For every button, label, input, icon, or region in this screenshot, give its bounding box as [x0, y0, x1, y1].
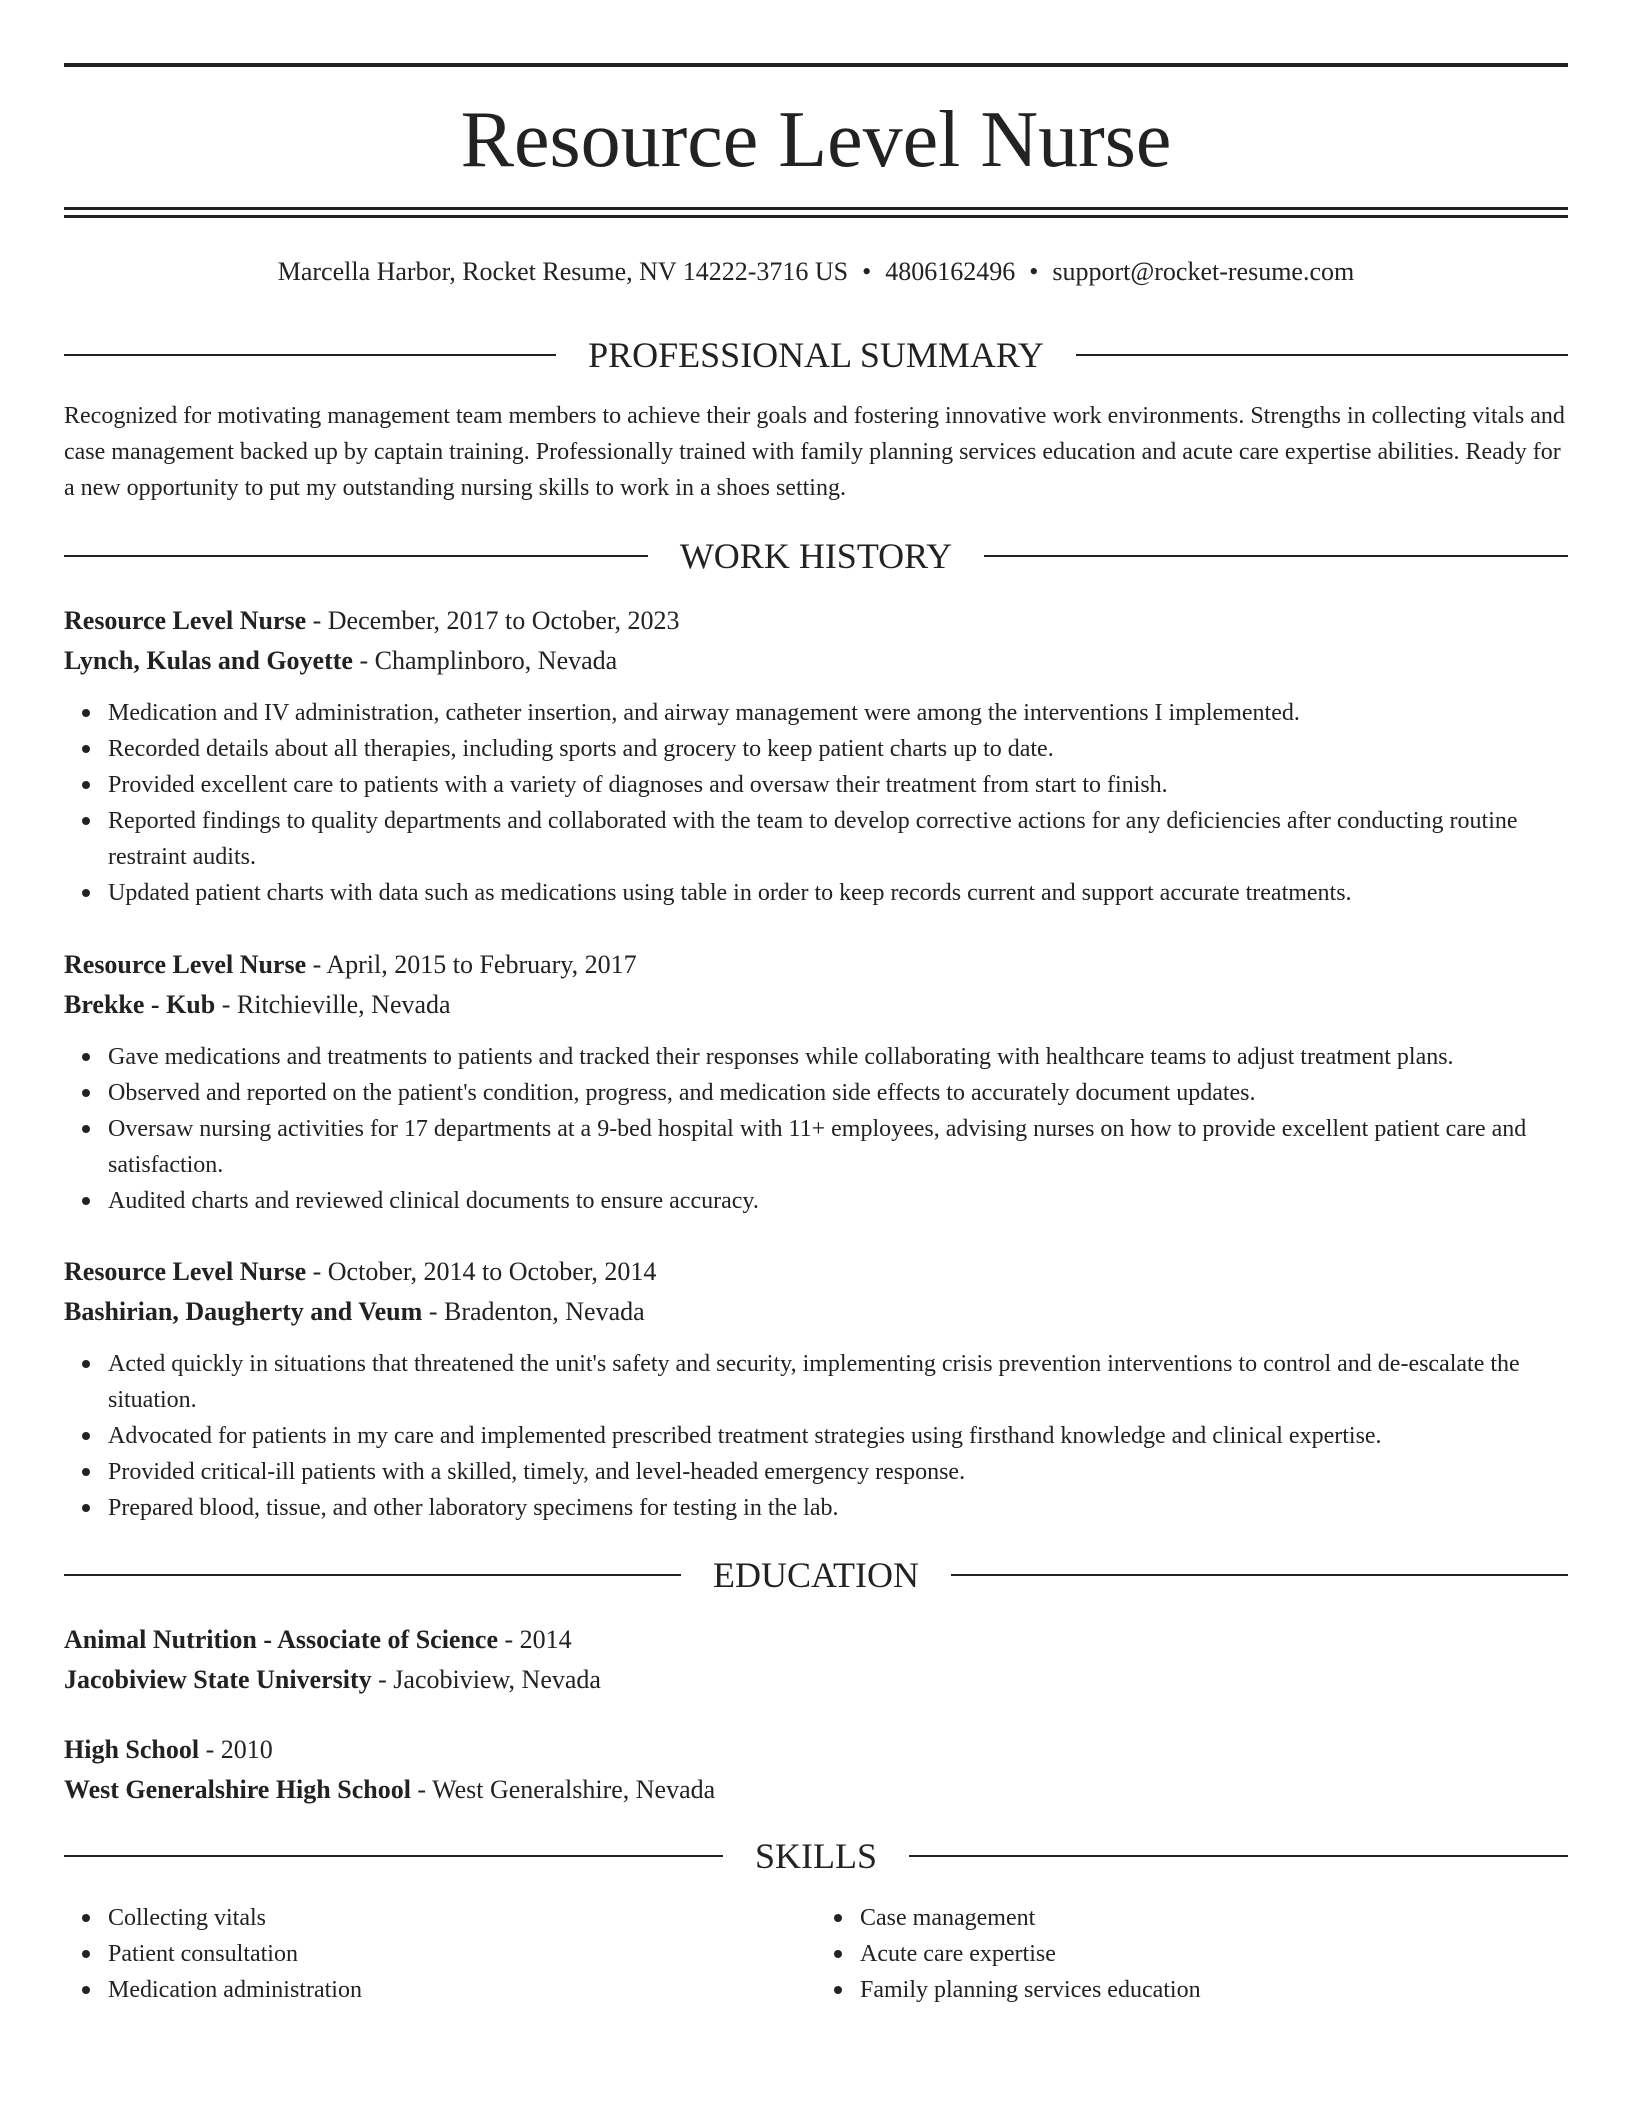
skills-column-right	[816, 1900, 1568, 2008]
job-bullet: Audited charts and reviewed clinical documents to ensure accuracy.	[108, 1183, 1568, 1219]
section-title: EDUCATION	[713, 1555, 919, 1595]
job-entry	[64, 601, 1568, 911]
heading-rule	[909, 1855, 1568, 1857]
section-heading-work	[64, 534, 1568, 578]
skill-item: Acute care expertise	[860, 1936, 1568, 1972]
title-rule-upper	[64, 207, 1568, 210]
education-entry	[64, 1620, 1568, 1700]
contact-email[interactable]: support@rocket-resume.com	[1052, 257, 1355, 286]
job-employer: Brekke - Kub	[64, 990, 216, 1019]
job-location: - Ritchieville, Nevada	[215, 990, 451, 1019]
job-role: Resource Level Nurse	[64, 1257, 307, 1286]
job-entry	[64, 945, 1568, 1219]
job-bullets	[64, 1346, 1568, 1526]
contact-line	[64, 255, 1568, 289]
job-bullet: Reported findings to quality departments and collaborated with the team to develop corrective actions for any deficiencies after conducting routine restraint audits.	[108, 803, 1568, 875]
education-entry	[64, 1730, 1568, 1810]
section-title: SKILLS	[755, 1836, 878, 1876]
job-bullet: Advocated for patients in my care and implemented prescribed treatment strategies using firsthand knowledge and clinical expertise.	[108, 1418, 1568, 1454]
section-title: PROFESSIONAL SUMMARY	[588, 335, 1044, 375]
heading-rule	[64, 1574, 681, 1576]
job-employer-line	[64, 985, 1568, 1025]
title-rule-lower	[64, 215, 1568, 218]
skill-item: Family planning services education	[860, 1972, 1568, 2008]
job-bullet: Oversaw nursing activities for 17 departments at a 9-bed hospital with 11+ employees, advising nurses on how to provide excellent patient care and satisfaction.	[108, 1111, 1568, 1183]
job-dates: - December, 2017 to October, 2023	[306, 606, 680, 635]
education-school: West Generalshire High School	[64, 1775, 411, 1804]
job-employer: Bashirian, Daugherty and Veum	[64, 1297, 423, 1326]
education-school-line	[64, 1660, 1568, 1700]
job-bullet: Prepared blood, tissue, and other laboratory specimens for testing in the lab.	[108, 1490, 1568, 1526]
job-bullets	[64, 1039, 1568, 1219]
heading-rule	[1076, 354, 1568, 356]
contact-separator: •	[862, 257, 872, 286]
resume-title: Resource Level Nurse	[460, 96, 1172, 184]
education-year: - 2014	[498, 1625, 572, 1654]
heading-rule	[951, 1574, 1568, 1576]
education-degree: High School	[64, 1735, 200, 1764]
job-bullet: Medication and IV administration, catheter insertion, and airway management were among the interventions I implemented.	[108, 695, 1568, 731]
summary-text: Recognized for motivating management team members to achieve their goals and fostering innovative work environments. Strengths in collecting vitals and case management backed up by captain training. Professionally trained with family planning services education and acute care expertise abilities. Ready for a new opportunity to put my outstanding nursing skills to work in a shoes setting.	[64, 403, 1565, 501]
education-degree-line	[64, 1730, 1568, 1770]
top-rule	[64, 63, 1568, 67]
skill-item: Case management	[860, 1900, 1568, 1936]
skill-item: Collecting vitals	[108, 1900, 816, 1936]
heading-rule	[64, 1855, 723, 1857]
skills-column-left	[64, 1900, 816, 2008]
education-degree: Animal Nutrition - Associate of Science	[64, 1625, 499, 1654]
job-dates: - October, 2014 to October, 2014	[306, 1257, 657, 1286]
job-bullet: Provided excellent care to patients with a variety of diagnoses and oversaw their treatment from start to finish.	[108, 767, 1568, 803]
job-bullet: Gave medications and treatments to patients and tracked their responses while collaborating with healthcare teams to adjust treatment plans.	[108, 1039, 1568, 1075]
section-heading-education	[64, 1553, 1568, 1597]
skills-list	[64, 1900, 1568, 2008]
heading-rule	[984, 555, 1568, 557]
job-title-line	[64, 945, 1568, 985]
job-entry	[64, 1252, 1568, 1526]
contact-address: Marcella Harbor, Rocket Resume, NV 14222-3716 US	[277, 257, 849, 286]
section-heading-summary	[64, 333, 1568, 377]
job-title-line	[64, 601, 1568, 641]
contact-phone: 4806162496	[885, 257, 1016, 286]
section-title: WORK HISTORY	[679, 536, 953, 576]
job-bullet: Acted quickly in situations that threatened the unit's safety and security, implementing crisis prevention interventions to control and de-escalate the situation.	[108, 1346, 1568, 1418]
section-heading-skills	[64, 1834, 1568, 1878]
job-bullet: Provided critical-ill patients with a skilled, timely, and level-headed emergency response.	[108, 1454, 1568, 1490]
job-employer-line	[64, 1292, 1568, 1332]
job-role: Resource Level Nurse	[64, 606, 307, 635]
contact-separator: •	[1029, 257, 1039, 286]
heading-rule	[64, 555, 648, 557]
education-year: - 2010	[199, 1735, 273, 1764]
skill-item: Medication administration	[108, 1972, 816, 2008]
education-school-line	[64, 1770, 1568, 1810]
job-bullet: Recorded details about all therapies, including sports and grocery to keep patient charts up to date.	[108, 731, 1568, 767]
job-location: - Bradenton, Nevada	[422, 1297, 645, 1326]
job-bullet: Observed and reported on the patient's condition, progress, and medication side effects to accurately document updates.	[108, 1075, 1568, 1111]
job-title-line	[64, 1252, 1568, 1292]
skill-item: Patient consultation	[108, 1936, 816, 1972]
job-employer-line	[64, 641, 1568, 681]
job-dates: - April, 2015 to February, 2017	[306, 950, 637, 979]
job-bullet: Updated patient charts with data such as medications using table in order to keep records current and support accurate treatments.	[108, 875, 1568, 911]
education-location: - West Generalshire, Nevada	[410, 1775, 716, 1804]
job-role: Resource Level Nurse	[64, 950, 307, 979]
job-location: - Champlinboro, Nevada	[352, 646, 618, 675]
education-location: - Jacobiview, Nevada	[371, 1665, 601, 1694]
job-bullets	[64, 695, 1568, 911]
job-employer: Lynch, Kulas and Goyette	[64, 646, 353, 675]
education-degree-line	[64, 1620, 1568, 1660]
education-school: Jacobiview State University	[64, 1665, 372, 1694]
heading-rule	[64, 354, 556, 356]
